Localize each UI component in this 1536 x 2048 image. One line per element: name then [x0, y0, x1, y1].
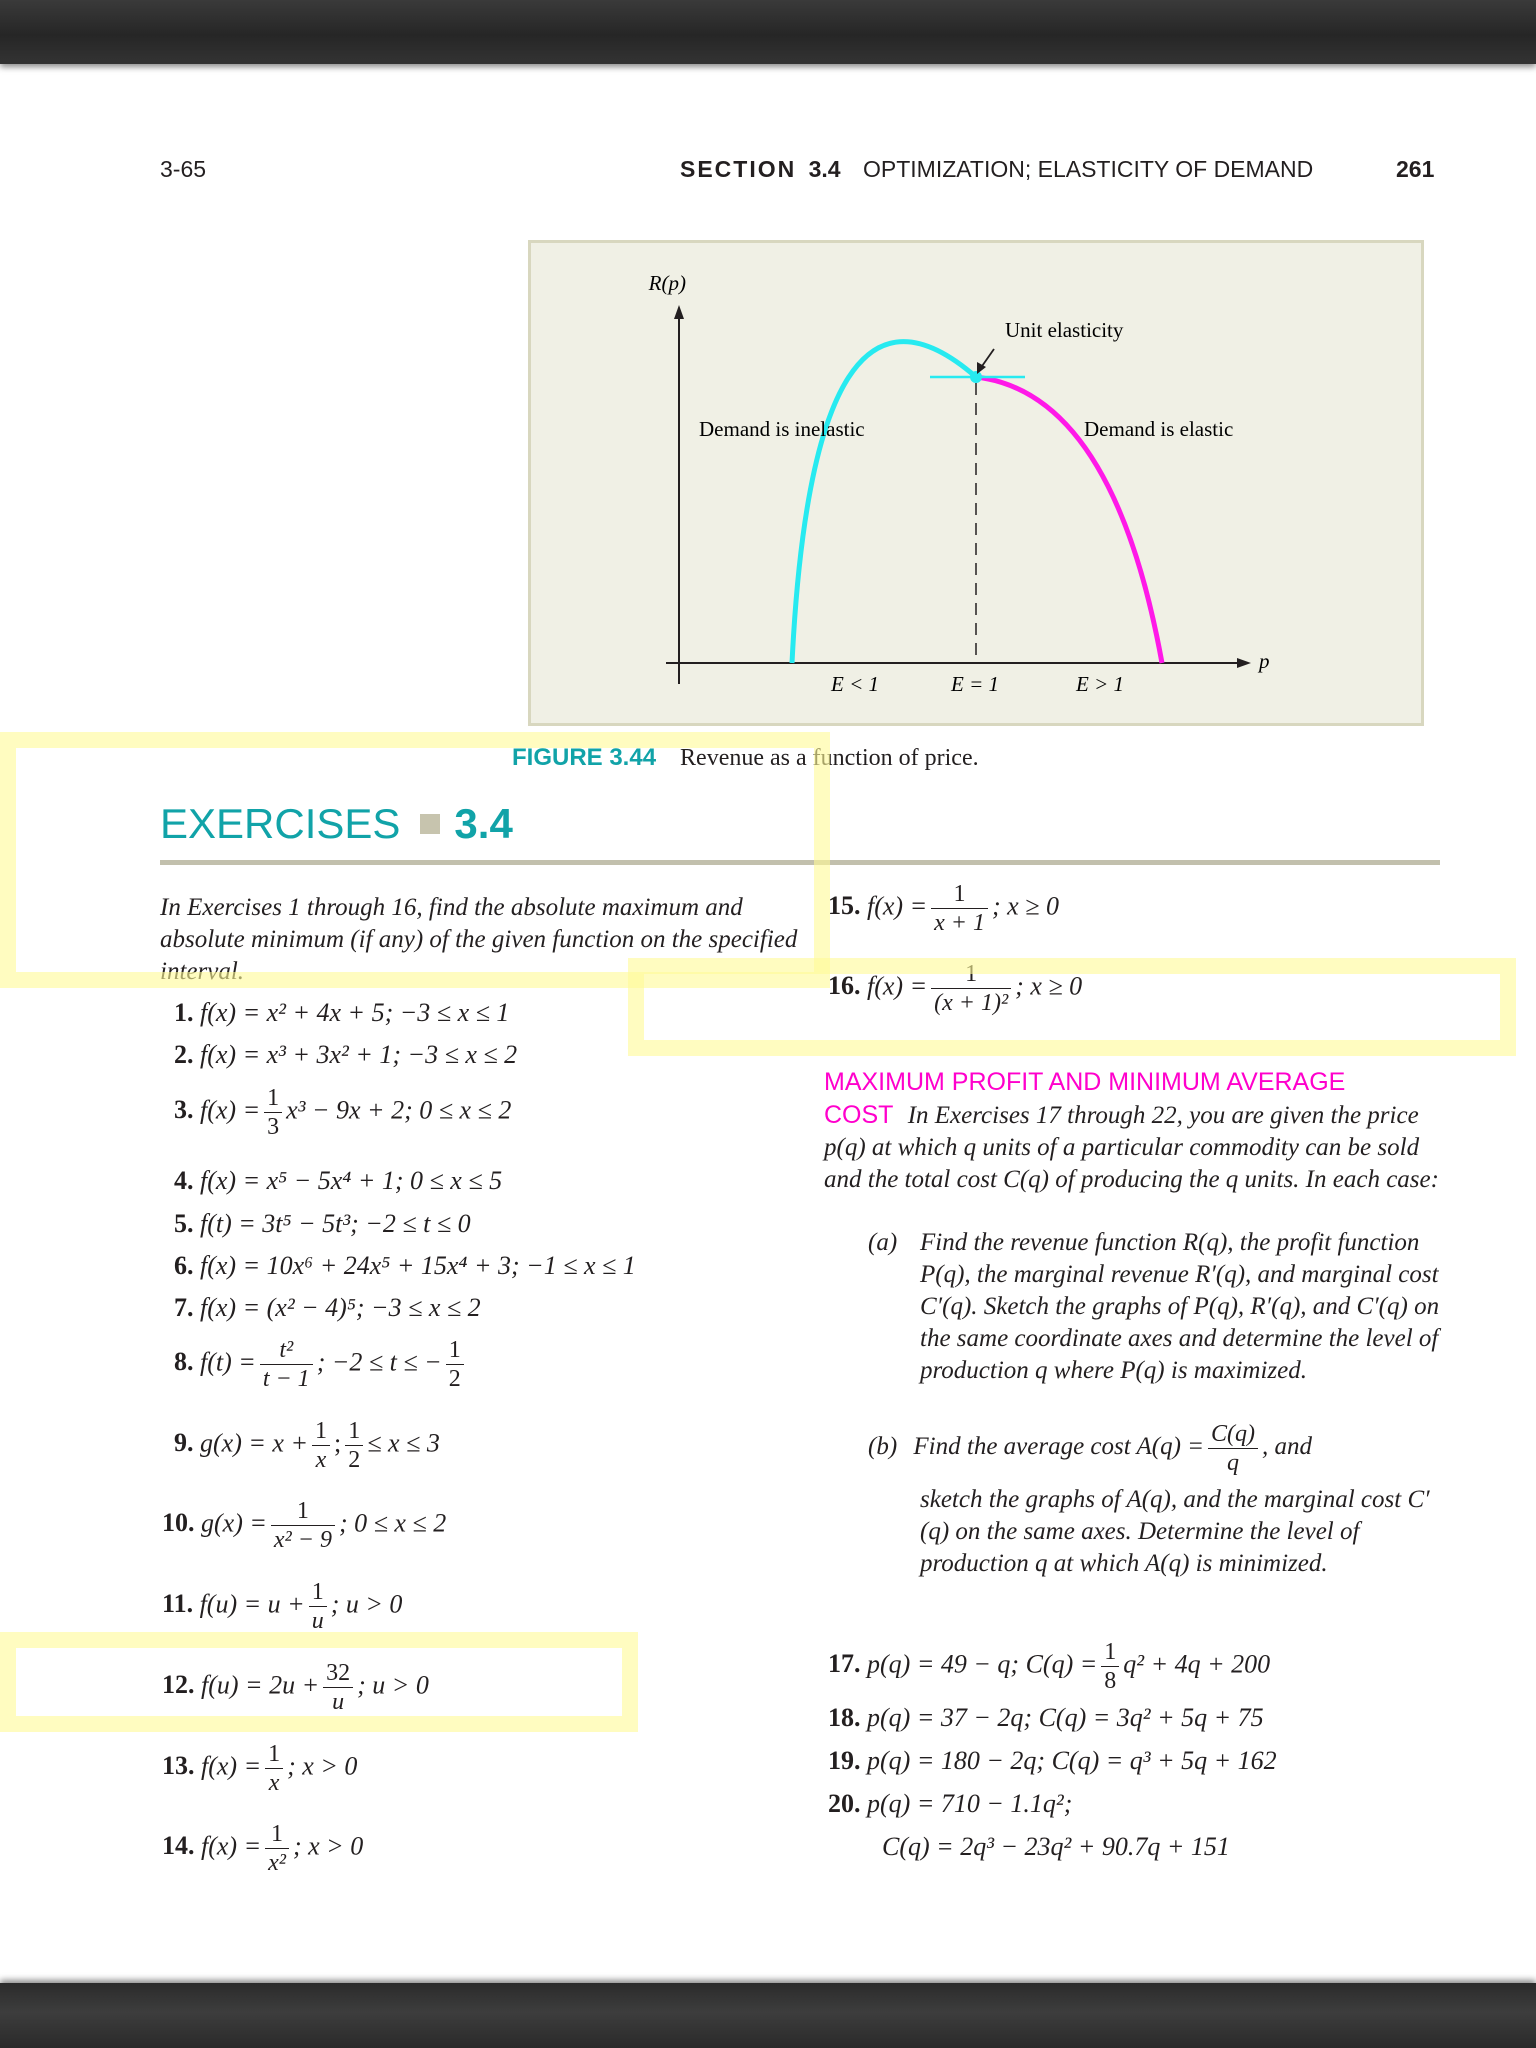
problem-rest: ; u > 0: [357, 1670, 429, 1700]
fraction: [345, 1417, 363, 1474]
fraction-denominator: u: [323, 1687, 353, 1716]
problem-rest: ; x ≥ 0: [1015, 971, 1083, 1001]
problem-number: 6.: [174, 1251, 194, 1280]
problem-20: [828, 1789, 1072, 1819]
problem-number: 17.: [828, 1649, 861, 1679]
problem-10: [162, 1497, 446, 1554]
highlight-frame-problem-12: [0, 1632, 638, 1732]
problem-rest: ; x > 0: [287, 1751, 358, 1781]
problem-20-cost: C(q) = 2q³ − 23q² + 90.7q + 151: [882, 1832, 1230, 1861]
problem-2: [174, 1040, 517, 1070]
profit-intro: In Exercises 17 through 22, you are given the price p(q) at which q units of a particular commodity can be sold and the total cost C(q) of producing the q units. In each case:: [824, 1102, 1439, 1193]
problem-17: [828, 1638, 1270, 1695]
fraction-numerator: t²: [279, 1337, 294, 1363]
fraction-numerator: 1: [315, 1418, 327, 1444]
part-b-label: (b): [868, 1433, 898, 1461]
fraction: [260, 1336, 313, 1393]
exercises-number: 3.4: [454, 800, 513, 847]
problem-lhs: f(x) =: [200, 1095, 261, 1125]
section-number: 3.4: [808, 156, 841, 182]
fraction: [931, 880, 988, 937]
y-axis-label: R(p): [648, 271, 686, 295]
e-greater-label: E > 1: [1076, 672, 1124, 696]
problem-rest: ≤ x ≤ 3: [367, 1428, 440, 1458]
fraction: [446, 1336, 464, 1393]
problem-expression: f(x) = (x² − 4)⁵; −3 ≤ x ≤ 2: [200, 1293, 481, 1322]
y-axis-arrow: [674, 305, 684, 319]
problem-14: [162, 1820, 363, 1877]
part-a-text: Find the revenue function R(q), the profit function P(q), the marginal revenue R′(q), and marginal cost C′(q). Sketch the graphs of P(q), R′(q), and C′(q) on the same coordinate axes and determine the level of production q where P(q) is maximized.: [920, 1229, 1440, 1384]
highlight-frame-exercises: [0, 732, 830, 988]
problem-expression: f(x) = 10x⁶ + 24x⁵ + 15x⁴ + 3; −1 ≤ x ≤ 1: [200, 1251, 636, 1280]
problem-number: 11.: [162, 1589, 194, 1619]
problem-number: 9.: [174, 1428, 194, 1458]
problem-5: [174, 1209, 471, 1239]
fraction-denominator: x + 1: [931, 908, 988, 937]
problem-lhs: f(x) =: [201, 1751, 262, 1781]
problem-middle: ;: [334, 1428, 342, 1458]
problem-expression: f(x) = x² + 4x + 5; −3 ≤ x ≤ 1: [200, 998, 510, 1027]
problem-expression: p(q) = 37 − 2q; C(q) = 3q² + 5q + 75: [867, 1703, 1264, 1732]
fraction-numerator: 1: [268, 1741, 281, 1767]
fraction-denominator: t − 1: [260, 1364, 313, 1393]
top-toolbar: [0, 0, 1536, 64]
part-b-heading: [868, 1420, 1312, 1477]
problem-number: 3.: [174, 1095, 194, 1125]
problem-3: [174, 1084, 511, 1141]
figure-caption-text: Revenue as a function of price.: [680, 745, 979, 771]
elastic-label: Demand is elastic: [1084, 417, 1234, 441]
fraction-numerator: 1: [267, 1085, 280, 1111]
problem-13: [162, 1740, 357, 1797]
profit-heading-line2: COST: [824, 1101, 894, 1129]
problem-rest: ; x > 0: [292, 1831, 364, 1861]
problem-4: [174, 1166, 502, 1196]
fraction-numerator: 1: [271, 1821, 284, 1847]
part-b-lead: Find the average cost A(q) =: [913, 1433, 1205, 1461]
problem-number: 12.: [162, 1670, 195, 1700]
fraction-denominator: x: [265, 1768, 283, 1797]
problem-6: [174, 1251, 636, 1281]
fraction-denominator: 3: [264, 1112, 282, 1141]
fraction-numerator: 1: [311, 1579, 324, 1605]
fraction-numerator: 1: [965, 961, 978, 987]
e-equal-label: E = 1: [951, 672, 999, 696]
problem-18: [828, 1703, 1264, 1733]
problem-number: 18.: [828, 1703, 861, 1732]
fraction-denominator: x: [312, 1445, 330, 1474]
figure-caption-label: FIGURE 3.44: [512, 744, 657, 771]
profit-section-heading: [824, 1066, 1442, 1196]
problem-8: [174, 1336, 468, 1393]
unit-elasticity-label: Unit elasticity: [1005, 318, 1124, 342]
fraction: [265, 1820, 289, 1877]
fraction-numerator: 1: [1104, 1639, 1117, 1665]
fraction: [265, 1740, 283, 1797]
fraction-numerator: 1: [296, 1498, 309, 1524]
fraction-numerator: 1: [953, 881, 966, 907]
fraction-numerator: C(q): [1211, 1421, 1256, 1447]
figure-3-44: [528, 240, 1424, 726]
problem-7: [174, 1293, 481, 1323]
fraction-denominator: 2: [345, 1445, 363, 1474]
problem-19: [828, 1746, 1277, 1776]
revenue-graph: [531, 243, 1421, 723]
problem-rest: q² + 4q + 200: [1123, 1649, 1271, 1679]
problem-rest: ; x ≥ 0: [991, 891, 1059, 921]
fraction-denominator: u: [309, 1606, 327, 1635]
problem-number: 2.: [174, 1040, 194, 1069]
problem-number: 8.: [174, 1347, 194, 1377]
fraction-numerator: 32: [326, 1660, 351, 1686]
section-title: OPTIMIZATION; ELASTICITY OF DEMAND: [863, 156, 1314, 182]
fraction-numerator: 1: [448, 1337, 461, 1363]
problem-11: [162, 1578, 402, 1635]
problem-number: 15.: [828, 891, 861, 921]
x-axis-label: p: [1259, 649, 1270, 673]
problem-lhs: f(x) =: [201, 1831, 262, 1861]
fraction-denominator: x² − 9: [271, 1525, 335, 1554]
problem-number: 5.: [174, 1209, 194, 1238]
problem-number: 19.: [828, 1746, 861, 1775]
part-b-after: , and: [1262, 1433, 1313, 1461]
fraction: [309, 1578, 327, 1635]
problem-lhs: p(q) = 49 − q; C(q) =: [867, 1649, 1098, 1679]
problem-rest: ; 0 ≤ x ≤ 2: [338, 1508, 447, 1538]
fraction: [1101, 1638, 1119, 1695]
fraction: [264, 1084, 282, 1141]
max-point: [970, 371, 982, 383]
page-number: 261: [1396, 156, 1435, 182]
problem-number: 16.: [828, 971, 861, 1001]
problem-number: 7.: [174, 1293, 194, 1322]
profit-heading-line1: MAXIMUM PROFIT AND MINIMUM AVERAGE: [824, 1068, 1346, 1096]
page-code: 3-65: [160, 156, 207, 182]
problem-15: [828, 880, 1059, 937]
problem-lhs: g(x) = x +: [200, 1428, 308, 1458]
x-axis-arrow: [1237, 658, 1251, 668]
highlight-frame-problem-16: [628, 958, 1516, 1056]
section-label: SECTION: [680, 156, 797, 182]
fraction: [1208, 1420, 1258, 1477]
problem-number: 14.: [162, 1831, 195, 1861]
problem-expression: f(x) = x⁵ − 5x⁴ + 1; 0 ≤ x ≤ 5: [200, 1166, 503, 1195]
problem-lhs: f(t) =: [200, 1347, 256, 1377]
problem-expression: f(x) = x³ + 3x² + 1; −3 ≤ x ≤ 2: [200, 1040, 518, 1069]
problem-rest: ; u > 0: [330, 1589, 403, 1619]
problem-expression: p(q) = 180 − 2q; C(q) = q³ + 5q + 162: [867, 1746, 1277, 1775]
exercises-intro: In Exercises 1 through 16, find the absolute maximum and absolute minimum (if any) of the given function on the specified interval.: [160, 894, 798, 985]
fraction-denominator: q: [1208, 1448, 1258, 1477]
problem-number: 4.: [174, 1166, 194, 1195]
problem-lhs: f(u) = u +: [199, 1589, 305, 1619]
part-a-label: (a): [868, 1229, 898, 1256]
fraction-denominator: 2: [446, 1364, 464, 1393]
problem-number: 13.: [162, 1751, 195, 1781]
fraction-numerator: 1: [348, 1418, 361, 1444]
fraction: [312, 1417, 330, 1474]
exercises-title-text: EXERCISES: [160, 800, 401, 847]
part-b-text: sketch the graphs of A(q), and the marginal cost C′(q) on the same axes. Determine the level of production q at which A(q) is minimized.: [920, 1486, 1430, 1577]
problem-number: 10.: [162, 1508, 195, 1538]
problem-lhs: f(u) = 2u +: [201, 1670, 320, 1700]
inelastic-curve: [792, 342, 976, 663]
problem-number: 1.: [174, 998, 194, 1027]
fraction: [271, 1497, 335, 1554]
problem-9: [174, 1417, 440, 1474]
problem-lhs: f(x) =: [867, 971, 928, 1001]
problem-rest: x³ − 9x + 2; 0 ≤ x ≤ 2: [286, 1095, 512, 1125]
e-less-label: E < 1: [831, 672, 879, 696]
section-header: [680, 156, 1313, 183]
problem-number: 20.: [828, 1789, 861, 1818]
fraction-denominator: 8: [1101, 1666, 1119, 1695]
bottom-toolbar: [0, 1983, 1536, 2048]
problem-middle: ; −2 ≤ t ≤ −: [316, 1347, 442, 1377]
fraction-denominator: (x + 1)²: [931, 988, 1011, 1017]
problem-expression: p(q) = 710 − 1.1q²;: [867, 1789, 1073, 1818]
problem-expression: f(t) = 3t⁵ − 5t³; −2 ≤ t ≤ 0: [200, 1209, 471, 1238]
inelastic-label: Demand is inelastic: [699, 417, 865, 441]
problem-1: [174, 998, 509, 1028]
problem-lhs: g(x) =: [201, 1508, 267, 1538]
fraction-denominator: x²: [265, 1848, 289, 1877]
problem-lhs: f(x) =: [867, 891, 928, 921]
